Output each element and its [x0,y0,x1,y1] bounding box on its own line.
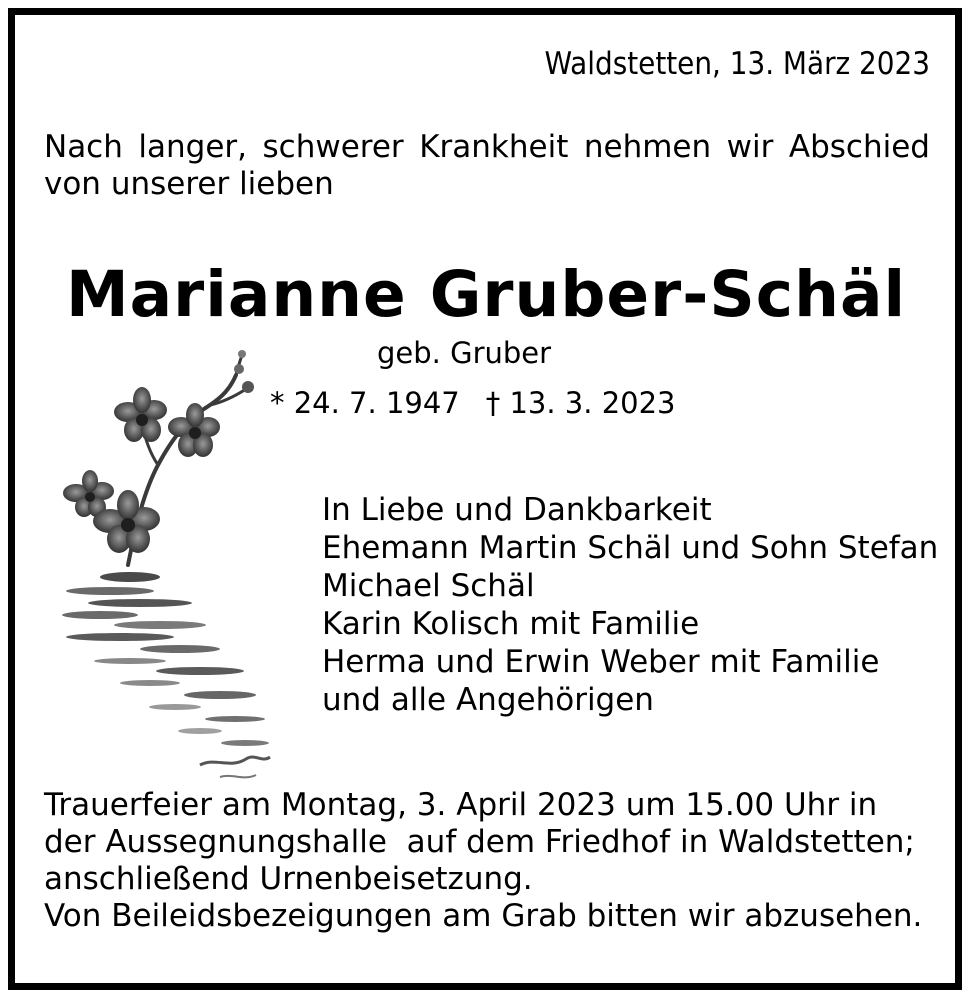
ceremony-info [44,787,922,935]
place-date: Waldstetten, 13. März 2023 [544,46,930,82]
mourner-line: Michael Schäl [322,568,535,604]
death-date: † 13. 3. 2023 [485,386,676,420]
mourner-line: In Liebe und Dankbarkeit [322,492,712,528]
ceremony-line: anschließend Urnenbeisetzung. [44,861,533,897]
water-reflection [62,572,270,777]
ceremony-line: Von Beileidsbezeigungen am Grab bitten wir abzusehen. [44,898,923,934]
mourner-line: und alle Angehörigen [322,682,654,718]
intro-text-line: Nach langer, schwerer Krankheit nehmen wir Abschied [44,129,930,165]
life-dates [270,386,676,420]
mourner-line: Karin Kolisch mit Familie [322,606,700,642]
orchid-reflection-icon [50,345,280,785]
orchid-blossoms [63,350,254,553]
ceremony-line: Trauerfeier am Montag, 3. April 2023 um 15.00 Uhr in [44,787,878,823]
mourner-line: Herma und Erwin Weber mit Familie [322,644,880,680]
mourner-line: Ehemann Martin Schäl und Sohn Stefan [322,530,939,566]
intro-text-line: von unserer lieben [44,166,334,202]
birth-name: geb. Gruber [377,336,552,370]
birth-date: * 24. 7. 1947 [270,386,460,420]
ceremony-line: der Aussegnungshalle auf dem Friedhof in Waldstetten; [44,824,915,860]
deceased-name: Marianne Gruber-Schäl [65,258,907,331]
mourners-list [322,491,938,719]
